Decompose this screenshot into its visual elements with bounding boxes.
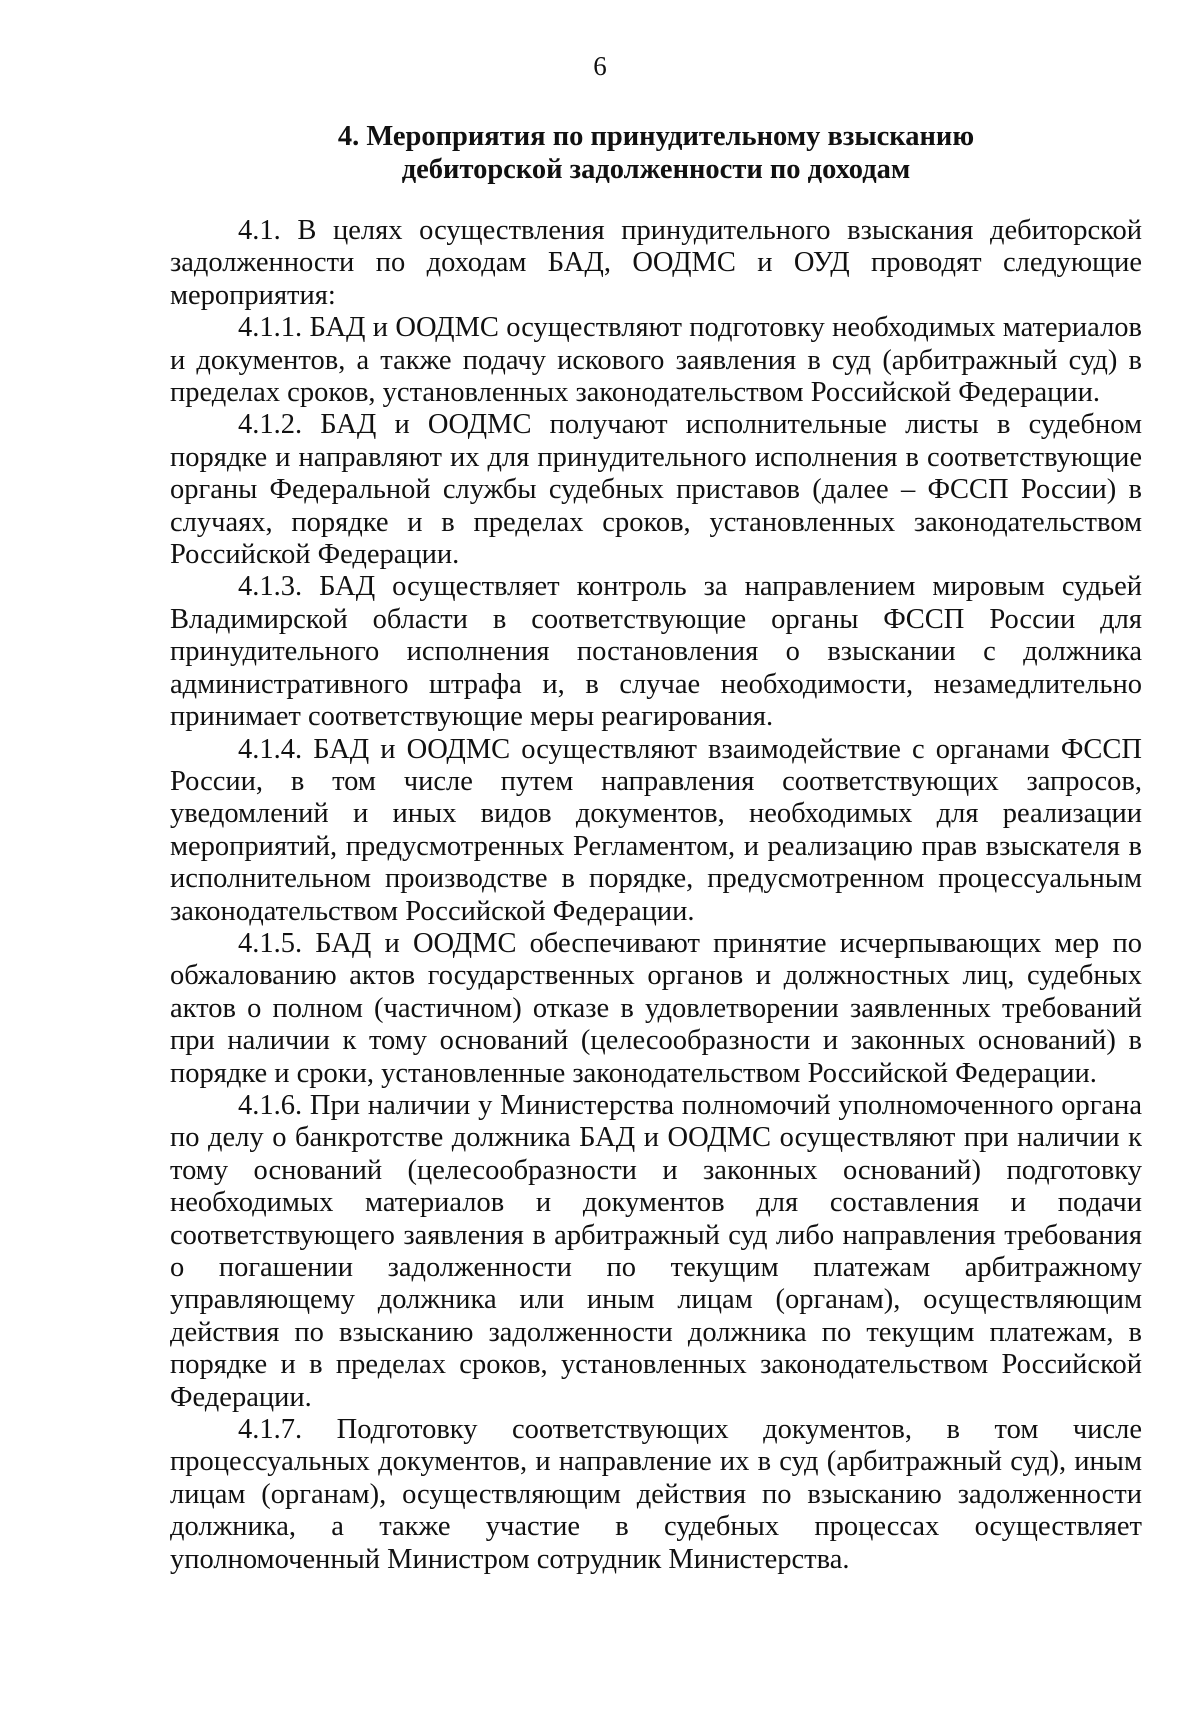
paragraph-4-1-6: 4.1.6. При наличии у Министерства полномочий уполномоченного органа по делу о банкротстве должника БАД и ООДМС осуществляют при наличии к тому оснований (целесообразности и законных оснований) подготовку необходимых материалов и документов для составления и подачи соответствующего заявления в арбитражный суд либо направления требования о погашении задолженности по текущим платежам арбитражному управляющему должника или иным лицам (органам), осуществляющим действия по взысканию задолженности должника по текущим платежам, в порядке и в пределах сроков, установленных законодательством Российской Федерации. — [170, 1089, 1142, 1413]
paragraph-4-1-5: 4.1.5. БАД и ООДМС обеспечивают принятие исчерпывающих мер по обжалованию актов государственных органов и должностных лиц, судебных актов о полном (частичном) отказе в удовлетворении заявленных требований при наличии к тому оснований (целесообразности и законных оснований) в порядке и сроки, установленные законодательством Российской Федерации. — [170, 927, 1142, 1089]
page-number: 6 — [593, 51, 607, 81]
section-title-line-1: 4. Мероприятия по принудительному взысканию — [337, 121, 975, 152]
section-title-line-2: дебиторской задолженности по доходам — [401, 154, 911, 185]
section-title — [170, 120, 1142, 186]
paragraph-4-1-3: 4.1.3. БАД осуществляет контроль за направлением мировым судьей Владимирской области в соответствующие органы ФССП России для принудительного исполнения постановления о взыскании с должника административного штрафа и, в случае необходимости, незамедлительно принимает соответствующие меры реагирования. — [170, 571, 1142, 733]
paragraph-4-1: 4.1. В целях осуществления принудительного взыскания дебиторской задолженности по доходам БАД, ООДМС и ОУД проводят следующие мероприятия: — [170, 215, 1142, 311]
paragraph-4-1-4: 4.1.4. БАД и ООДМС осуществляют взаимодействие с органами ФССП России, в том числе путем направления соответствующих запросов, уведомлений и иных видов документов, необходимых для реализации мероприятий, предусмотренных Регламентом, и реализацию прав взыскателя в исполнительном производстве в порядке, предусмотренном процессуальным законодательством Российской Федерации. — [170, 733, 1142, 927]
paragraph-4-1-1: 4.1.1. БАД и ООДМС осуществляют подготовку необходимых материалов и документов, а также подачу искового заявления в суд (арбитражный суд) в пределах сроков, установленных законодательством Российской Федерации. — [170, 312, 1142, 409]
paragraph-4-1-7: 4.1.7. Подготовку соответствующих документов, в том числе процессуальных документов, и направление их в суд (арбитражный суд), иным лицам (органам), осуществляющим действия по взысканию задолженности должника, а также участие в судебных процессах осуществляет уполномоченный Министром сотрудник Министерства. — [170, 1414, 1142, 1575]
paragraph-4-1-2: 4.1.2. БАД и ООДМС получают исполнительные листы в судебном порядке и направляют их для принудительного исполнения в соответствующие органы Федеральной службы судебных приставов (далее – ФССП России) в случаях, порядке и в пределах сроков, установленных законодательством Российской Федерации. — [170, 409, 1142, 571]
document-body — [170, 215, 1142, 1576]
